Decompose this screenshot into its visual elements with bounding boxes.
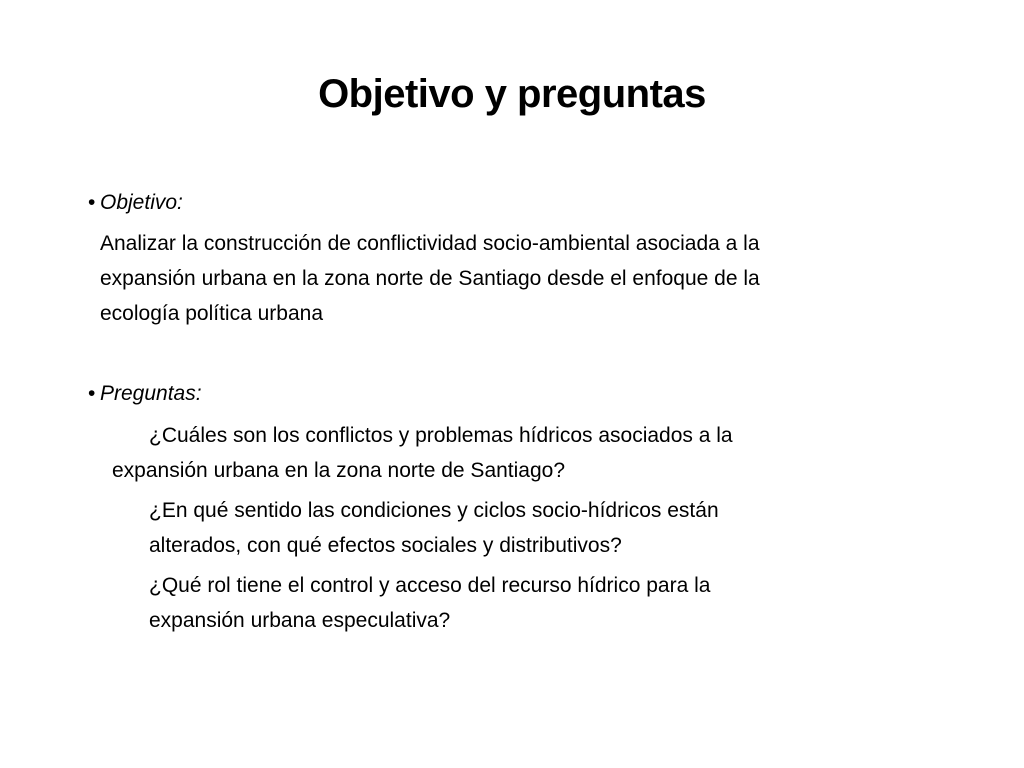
bullet-preguntas	[88, 381, 202, 407]
bullet-objetivo	[88, 190, 183, 216]
bullet-label-objetivo: Objetivo:	[100, 191, 183, 214]
bullet-marker: •	[88, 382, 96, 405]
bullet-marker: •	[88, 191, 96, 214]
objetivo-line: expansión urbana en la zona norte de Santiago desde el enfoque de la	[100, 267, 760, 290]
objetivo-line: Analizar la construcción de conflictividad socio-ambiental asociada a la	[100, 232, 760, 255]
question-line: expansión urbana en la zona norte de Santiago?	[112, 459, 566, 482]
question-line: alterados, con qué efectos sociales y distributivos?	[149, 534, 622, 557]
bullet-label-preguntas: Preguntas:	[100, 382, 202, 405]
question-line: expansión urbana especulativa?	[149, 609, 451, 632]
slide-title: Objetivo y preguntas	[318, 72, 706, 116]
question-2	[149, 493, 719, 563]
question-line: ¿Qué rol tiene el control y acceso del recurso hídrico para la	[149, 574, 711, 597]
objetivo-text	[100, 226, 760, 331]
question-line: ¿En qué sentido las condiciones y ciclos socio-hídricos están	[149, 499, 719, 522]
question-line: ¿Cuáles son los conflictos y problemas hídricos asociados a la	[149, 424, 733, 447]
question-3	[149, 568, 710, 638]
question-1	[112, 418, 733, 488]
objetivo-line: ecología política urbana	[100, 302, 323, 325]
